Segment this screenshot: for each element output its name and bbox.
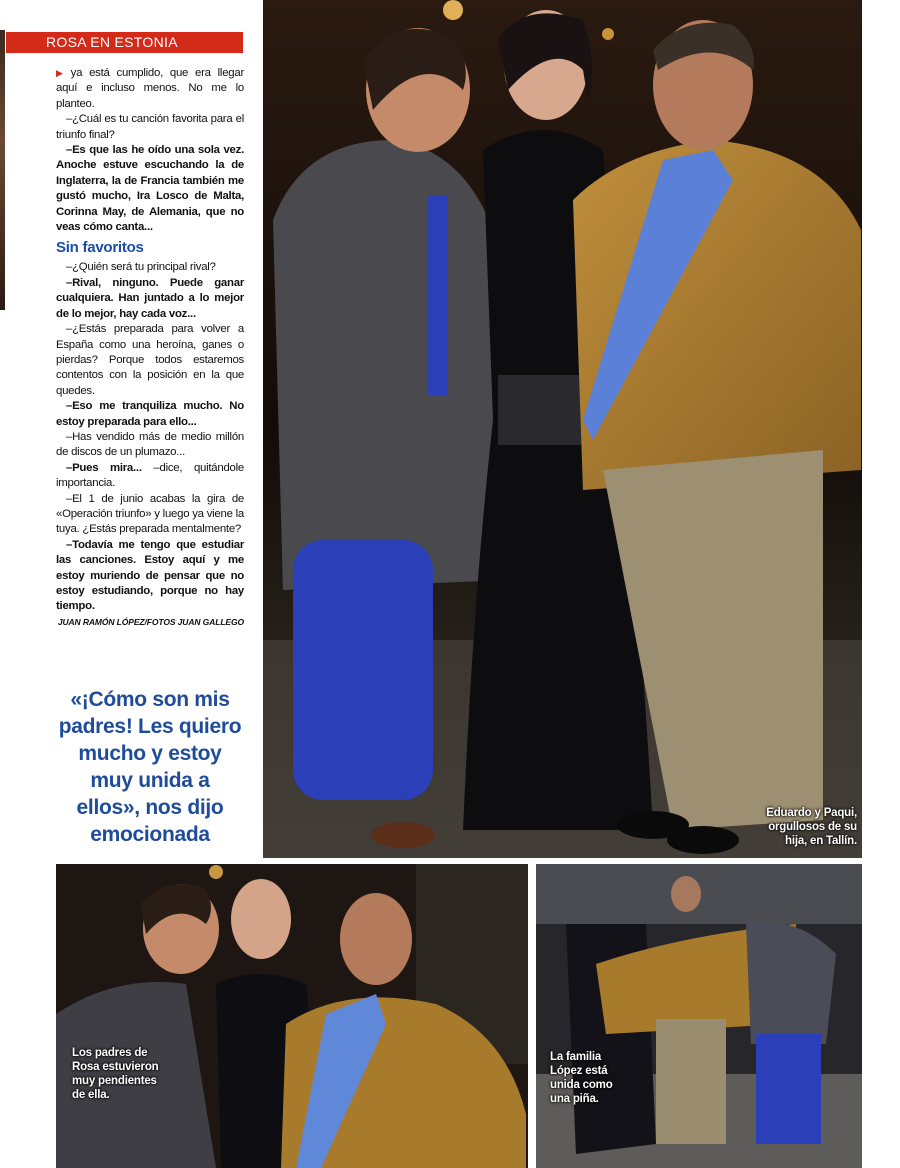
main-photo-caption: Eduardo y Paqui, orgullosos de su hija, en Tallín. bbox=[766, 807, 857, 847]
pull-quote: «¡Cómo son mis padres! Les quiero mucho y estoy muy unida a ellos», nos dijo emocionada bbox=[58, 688, 242, 846]
bottom-left-photo bbox=[56, 864, 528, 1168]
byline-credit: JUAN RAMÓN LÓPEZ/FOTOS JUAN GALLEGO bbox=[57, 616, 244, 627]
bottom-right-photo-illustration bbox=[536, 864, 862, 1168]
bottom-left-caption: Los padres de Rosa estuvieron muy pendientes de ella. bbox=[72, 1047, 159, 1101]
section-header bbox=[6, 32, 243, 53]
main-photo bbox=[263, 0, 862, 858]
bottom-right-caption: La familia López está unida como una piña. bbox=[550, 1051, 613, 1105]
section-title: ROSA EN ESTONIA bbox=[46, 34, 178, 50]
answer-4: –Pues mira... –dice, quitándole importancia. bbox=[56, 461, 245, 490]
question-3: –¿Estás preparada para volver a España como una heroína, ganes o pierdas? Porque todos estaremos contentos con la posición en la que quedes. bbox=[56, 323, 244, 397]
question-4: –Has vendido más de medio millón de discos de un plumazo... bbox=[56, 430, 244, 459]
answer-5: –Todavía me tengo que estudiar las canciones. Estoy aquí y me estoy muriendo de pensar que no estoy estudiando, porque no hay tiempo. bbox=[56, 538, 244, 613]
page-edge-strip bbox=[0, 30, 5, 310]
answer-3: –Eso me tranquiliza mucho. No estoy preparada para ello... bbox=[56, 400, 244, 428]
main-photo-illustration bbox=[263, 0, 862, 858]
article-body bbox=[56, 66, 244, 630]
question-2: –¿Quién será tu principal rival? bbox=[66, 261, 216, 274]
answer-1: –Es que las he oído una sola vez. Anoche estuve escuchando la de Inglaterra, la de Francia también me gustó mucho, Ira Losco de Malta, Corinna May, de Alemania, que no veas cómo canta... bbox=[56, 144, 244, 234]
bottom-left-photo-illustration bbox=[56, 864, 528, 1168]
question-5: –El 1 de junio acabas la gira de «Operación triunfo» y luego ya viene la tuya. ¿Estás preparada mentalmente? bbox=[56, 492, 244, 536]
bottom-right-photo bbox=[536, 864, 862, 1168]
answer-2: –Rival, ninguno. Puede ganar cualquiera. Han juntado a lo mejor de lo mejor, hay cada voz... bbox=[56, 276, 244, 320]
subheading: Sin favoritos bbox=[56, 239, 144, 257]
question-1: –¿Cuál es tu canción favorita para el triunfo final? bbox=[56, 113, 244, 141]
paragraph-1: ▶ ya está cumplido, que era llegar aquí e incluso menos. No me lo planteo. bbox=[56, 66, 244, 112]
